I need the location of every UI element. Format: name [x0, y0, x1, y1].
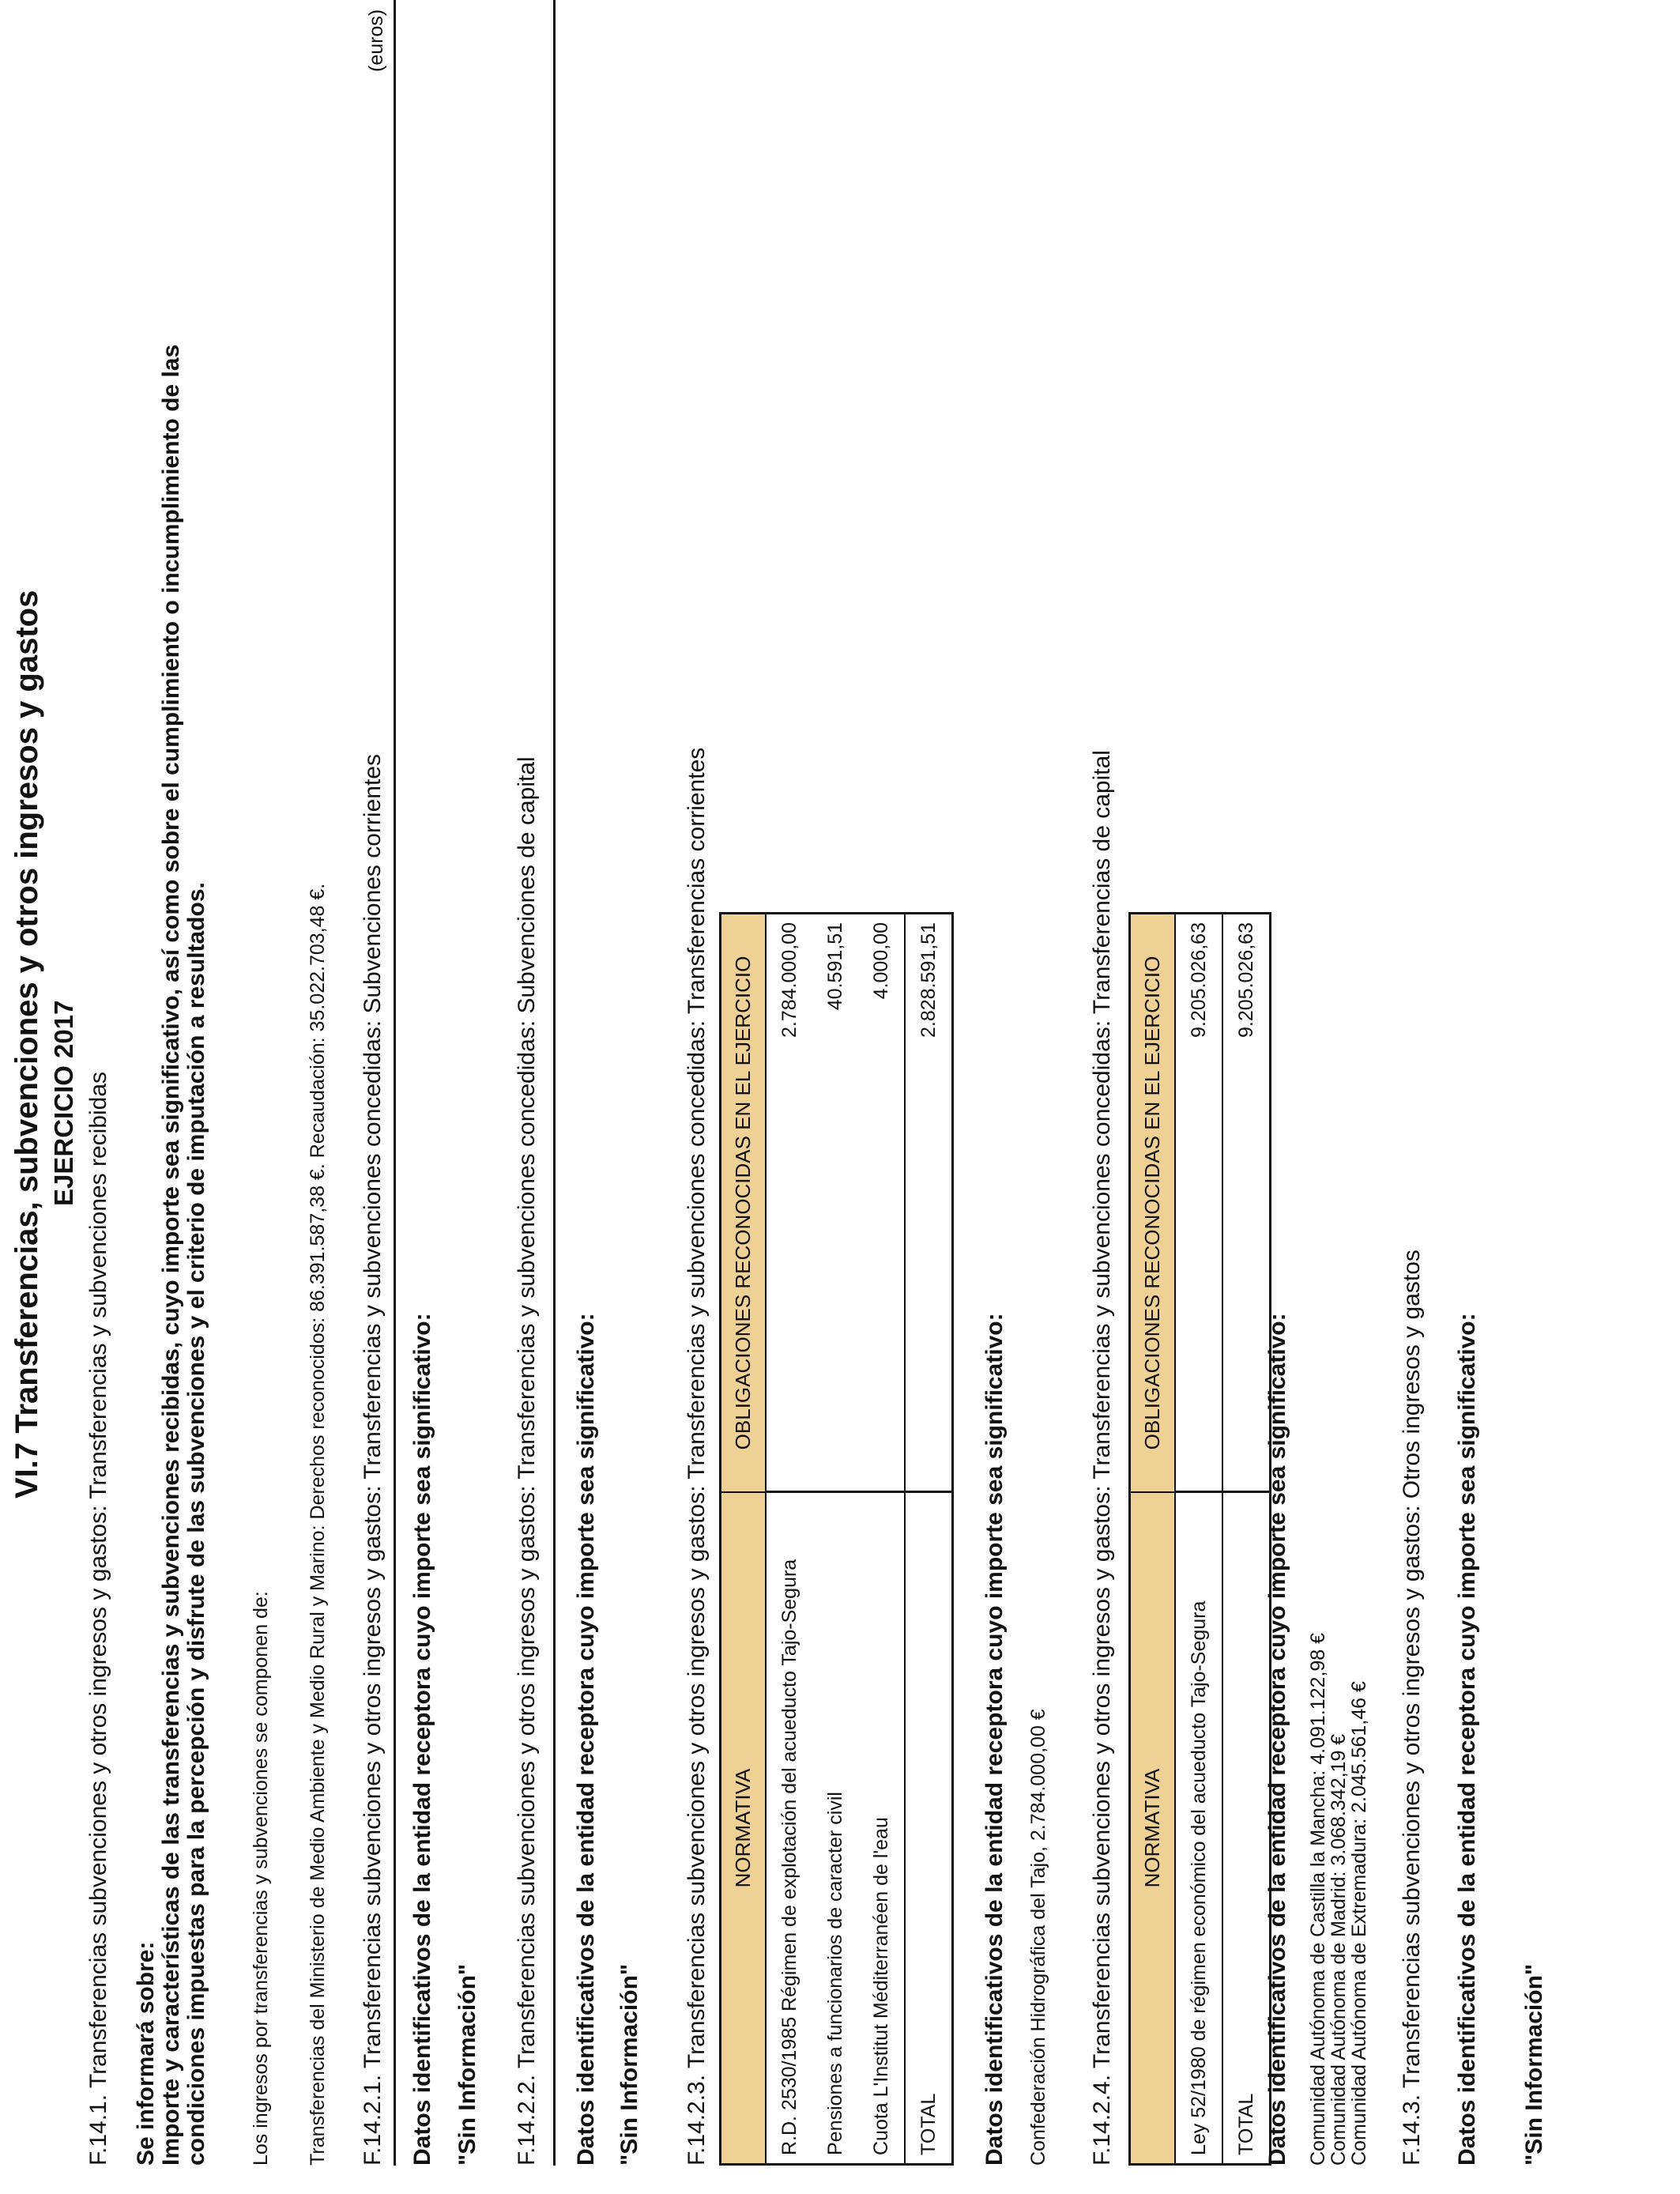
- sin-informacion-3: "Sin Información": [1521, 1963, 1547, 2166]
- informara-line1: Importe y características de las transferencias y subvenciones recibidas, cuyo importe sea significativo, así como sobre el cumplimiento o incumplimiento de las: [158, 344, 184, 2166]
- list-item: Comunidad Autónoma de Extremadura: 2.045.561,46 €: [1348, 1681, 1370, 2166]
- total-amount-cell: 2.828.591,51: [905, 914, 953, 1493]
- datos-heading-2: Datos identificativos de la entidad receptora cuyo importe sea significativo:: [573, 1313, 599, 2166]
- sin-informacion-1: "Sin Información": [454, 1963, 480, 2166]
- total-amount-cell: 9.205.026,63: [1222, 914, 1271, 1493]
- column-header-obligaciones: OBLIGACIONES RECONOCIDAS EN EL EJERCICIO: [1130, 914, 1176, 1493]
- table-row: [858, 914, 905, 2165]
- total-label-cell: TOTAL: [1222, 1492, 1271, 2165]
- section-rule: [553, 0, 556, 2166]
- ingresos-detail: Transferencias del Ministerio de Medio Ambiente y Medio Rural y Marino: Derechos reconocidos: 86.391.587,38 €. Recaudación: 35.022.703,48 €.: [307, 883, 329, 2166]
- datos-heading-1: Datos identificativos de la entidad receptora cuyo importe sea significativo:: [409, 1313, 435, 2166]
- datos-heading-3: Datos identificativos de la entidad receptora cuyo importe sea significativo:: [981, 1313, 1008, 2166]
- ingresos-intro: Los ingresos por transferencias y subvenciones se componen de:: [250, 1591, 272, 2166]
- informara-label: Se informará sobre:: [133, 1941, 159, 2166]
- section-f14-2-3: F.14.2.3. Transferencias subvenciones y otros ingresos y gastos: Transferencias y subvenciones concedidas: Transferencias corrientes: [684, 747, 710, 2166]
- comunidades-list: [1308, 1633, 1369, 2166]
- currency-unit-label: (euros): [365, 9, 387, 72]
- section-f14-3: F.14.3. Transferencias subvenciones y otros ingresos y gastos: Otros ingresos y gastos: [1399, 1250, 1425, 2166]
- amount-cell: 2.784.000,00: [766, 914, 812, 1493]
- column-header-obligaciones: OBLIGACIONES RECONOCIDAS EN EL EJERCICIO: [721, 914, 767, 1493]
- section-f14-2-2: F.14.2.2. Transferencias subvenciones y otros ingresos y gastos: Transferencias y subvenciones concedidas: Subvenciones de capital: [514, 756, 540, 2166]
- transferencias-capital-table: [1128, 912, 1271, 2166]
- column-header-normativa: NORMATIVA: [721, 1492, 767, 2165]
- list-item: Comunidad Autónoma de Madrid: 3.068.342,19 €: [1328, 1733, 1350, 2166]
- sin-informacion-2: "Sin Información": [616, 1963, 642, 2166]
- normativa-cell: R.D. 2530/1985 Régimen de explotación del acueducto Tajo-Segura: [766, 1492, 812, 2165]
- normativa-cell: Ley 52/1980 de régimen económico del acueducto Tajo-Segura: [1175, 1492, 1222, 2165]
- datos-heading-5: Datos identificativos de la entidad receptora cuyo importe sea significativo:: [1454, 1313, 1480, 2166]
- total-label-cell: TOTAL: [905, 1492, 953, 2165]
- datos-heading-4: Datos identificativos de la entidad receptora cuyo importe sea significativo:: [1264, 1313, 1290, 2166]
- table-total-row: [1222, 914, 1271, 2165]
- table-total-row: [905, 914, 953, 2165]
- table-row: [1175, 914, 1222, 2165]
- column-header-normativa: NORMATIVA: [1130, 1492, 1176, 2165]
- section-rule: [394, 0, 396, 2166]
- normativa-cell: Cuota L'Institut Méditerranéen de l'eau: [858, 1492, 905, 2165]
- normativa-cell: Pensiones a funcionarios de caracter civil: [812, 1492, 858, 2165]
- section-f14-1: F.14.1. Transferencias subvenciones y otros ingresos y gastos: Transferencias y subvenciones recibidas: [85, 1071, 111, 2166]
- amount-cell: 40.591,51: [812, 914, 858, 1493]
- table-row: [812, 914, 858, 2165]
- informara-line2: condiciones impuestas para la percepción y disfrute de las subvenciones y el criterio de imputación a resultados.: [183, 882, 209, 2166]
- section-f14-2-1: F.14.2.1. Transferencias subvenciones y otros ingresos y gastos: Transferencias y subvenciones concedidas: Subvenciones corrientes: [360, 754, 386, 2166]
- table-row: [766, 914, 812, 2165]
- page-title: VI.7 Transferencias, subvenciones y otros ingresos y gastos: [9, 590, 44, 1498]
- amount-cell: 9.205.026,63: [1175, 914, 1222, 1493]
- amount-cell: 4.000,00: [858, 914, 905, 1493]
- confederacion-line: Confederación Hidrográfica del Tajo, 2.784.000,00 €: [1027, 1709, 1049, 2166]
- transferencias-corrientes-table: [719, 912, 954, 2166]
- section-f14-2-4: F.14.2.4. Transferencias subvenciones y otros ingresos y gastos: Transferencias y subvenciones concedidas: Transferencias de capital: [1089, 750, 1115, 2166]
- ejercicio-heading: EJERCICIO 2017: [49, 1000, 78, 1206]
- list-item: Comunidad Autónoma de Castilla la Mancha: 4.091.122,98 €: [1307, 1632, 1329, 2166]
